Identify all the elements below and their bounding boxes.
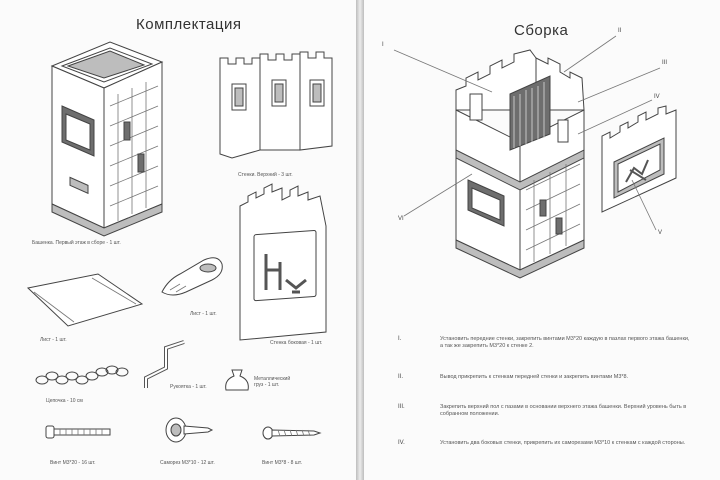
long-screw-icon [44, 424, 114, 440]
sheet-illustration [18, 270, 148, 332]
caption-sheet: Лист - 1 шт. [40, 337, 67, 343]
instruction-text: Вывод прикрепить к стенкам передней стенки и закрепить винтами М3*8. [440, 374, 629, 380]
callout-3: III [662, 60, 668, 66]
weight-illustration [222, 364, 252, 394]
instruction-number: III. [398, 404, 405, 410]
instruction-text: Закрепить верхний пол с пазами в основании верхнего этажа башенки. Верхний уровень быть в собранном положении. [440, 404, 687, 417]
caption-chain: Цепочка - 10 см [46, 398, 83, 404]
instruction-text: Установить два боковых стенки, прикрепить их саморезами М3*10 к стенкам с каждой стороны. [440, 440, 686, 446]
caption-crank: Рукоятка - 1 шт. [170, 384, 207, 390]
instruction-text: Установить передние стенки, закрепить винтами М3*20 каждую в пазлах первого этажа башенки, а так же закрепить М3*20 к стенке 2. [440, 336, 690, 349]
callout-1: I [382, 42, 384, 48]
left-page-title: Комплектация [136, 16, 242, 33]
left-page [0, 0, 356, 480]
callout-5: V [658, 230, 663, 236]
tower-base-illustration [40, 36, 180, 236]
callout-2: II [618, 28, 622, 34]
short-screw-icon [262, 426, 322, 440]
callout-4: IV [654, 94, 660, 100]
callout-6: VI [398, 216, 404, 222]
right-page-title: Сборка [514, 22, 569, 39]
caption-clip: Лист - 1 шт. [190, 311, 217, 317]
clip-illustration [156, 252, 228, 302]
caption-screw-washer: Саморез М3*10 - 12 шт. [160, 460, 215, 466]
caption-screw-long: Винт М3*20 - 16 шт. [50, 460, 96, 466]
chain-illustration [34, 360, 130, 390]
wall-panels-illustration [212, 50, 342, 160]
instruction-number: II. [398, 374, 404, 380]
book-gutter [356, 0, 364, 480]
front-wall-illustration [236, 192, 336, 342]
caption-base: Башенка. Первый этаж в сборе - 1 шт. [32, 240, 121, 246]
caption-front: Стенка боковая - 1 шт. [270, 340, 323, 346]
instruction-number: I. [398, 336, 402, 342]
callout-leader-lines [364, 0, 720, 260]
caption-screw-short: Винт М3*8 - 8 шт. [262, 460, 302, 466]
washer-screw-icon [164, 414, 214, 444]
caption-weight: Металлический груз - 1 шт. [254, 376, 291, 388]
right-page [364, 0, 720, 480]
caption-walls: Стенки. Верхний - 3 шт. [238, 172, 293, 178]
instruction-number: IV. [398, 440, 405, 446]
